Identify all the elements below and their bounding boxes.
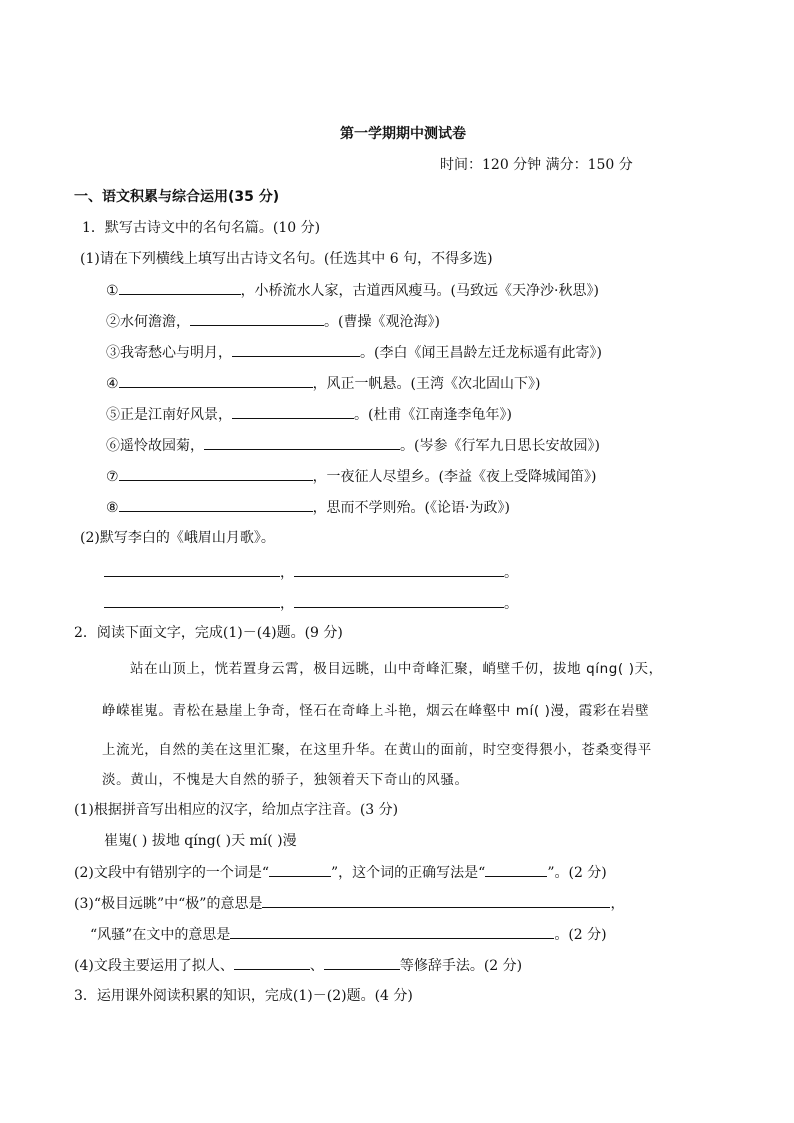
- passage-line-2: 峥嵘崔嵬。青松在悬崖上争奇，怪石在奇峰上斗艳，烟云在峰壑中 mí( )漫，霞彩在岩壁: [102, 703, 650, 719]
- item-prefix: ⑥遥怜故园菊，: [106, 438, 204, 454]
- sub3-suffix: ，: [610, 896, 625, 912]
- sub4-middle: 、: [309, 958, 324, 974]
- passage-line-3: 上流光，自然的美在这里汇聚，在这里升华。在黄山的面前，时空变得猥小，苍桑变得平: [102, 742, 652, 758]
- sub2-suffix: ”。(2 分): [547, 865, 607, 881]
- q2-stem: 2．阅读下面文字，完成(1)－(4)题。(9 分): [74, 625, 343, 641]
- q3-stem: 3．运用课外阅读积累的知识，完成(1)－(2)题。(4 分): [74, 988, 413, 1004]
- item-prefix: ⑤正是江南好风景，: [106, 407, 232, 423]
- page-title: 第一学期期中测试卷: [340, 126, 466, 142]
- comma: ，: [280, 596, 294, 612]
- q1-part2-stem: (2)默写李白的《峨眉山月歌》。: [80, 530, 275, 546]
- answer-blank[interactable]: [324, 955, 400, 970]
- item-suffix: ，小桥流水人家，古道西风瘦马。(马致远《天净沙·秋思》): [240, 283, 599, 299]
- answer-blank[interactable]: [119, 497, 313, 512]
- answer-blank[interactable]: [190, 311, 324, 326]
- q2-sub3: [74, 893, 624, 914]
- answer-blank[interactable]: [294, 593, 504, 608]
- item-suffix: ，思而不学则殆。(《论语·为政》): [312, 500, 510, 516]
- time-info: 时间：120 分钟 满分：150 分: [440, 157, 633, 173]
- poem-item-7: [106, 466, 597, 487]
- item-suffix: 。(李白《闻王昌龄左迁龙标遥有此寄》): [360, 345, 602, 361]
- poem-item-1: [106, 280, 599, 301]
- item-suffix: ，一夜征人尽望乡。(李益《夜上受降城闻笛》): [312, 469, 597, 485]
- item-suffix: ，风正一帆悬。(王湾《次北固山下》): [312, 376, 541, 392]
- poem-item-4: [106, 373, 541, 394]
- answer-blank[interactable]: [232, 404, 354, 419]
- poem-item-2: [106, 311, 440, 332]
- item-suffix: 。(曹操《观沧海》): [324, 314, 440, 330]
- answer-blank[interactable]: [119, 466, 313, 481]
- answer-blank[interactable]: [104, 593, 280, 608]
- answer-blank[interactable]: [204, 435, 400, 450]
- sub3-prefix: (3)“极目远眺”中“极”的意思是: [74, 896, 263, 912]
- poem-item-5: [106, 404, 512, 425]
- answer-blank[interactable]: [119, 280, 241, 295]
- item-prefix: ⑧: [106, 500, 119, 516]
- sub4-suffix: 等修辞手法。(2 分): [399, 958, 523, 974]
- sub2-middle: ”，这个词的正确写法是“: [331, 865, 486, 881]
- item-prefix: ④: [106, 376, 119, 392]
- sub4-prefix: (4)文段主要运用了拟人、: [74, 958, 234, 974]
- answer-blank[interactable]: [485, 862, 547, 877]
- sub3b-suffix: 。(2 分): [554, 927, 607, 943]
- answer-blank[interactable]: [294, 562, 504, 577]
- poem-item-3: [106, 342, 602, 363]
- passage-line-4: 淡。黄山，不愧是大自然的骄子，独领着天下奇山的风骚。: [102, 772, 469, 788]
- item-suffix: 。(杜甫《江南逢李龟年》): [354, 407, 512, 423]
- section-heading: 一、语文积累与综合运用(35 分): [74, 189, 280, 205]
- q2-sub4: [74, 955, 522, 976]
- sub2-prefix: (2)文段中有错别字的一个词是“: [74, 865, 269, 881]
- q2-sub1-items: 崔嵬( ) 拔地 qíng( )天 mí( )漫: [104, 833, 297, 849]
- poem-item-8: [106, 497, 510, 518]
- answer-blank[interactable]: [104, 562, 280, 577]
- q1-part1-stem: (1)请在下列横线上填写出古诗文名句。(任选其中 6 句，不得多选): [80, 251, 493, 267]
- item-prefix: ⑦: [106, 469, 119, 485]
- passage-line-1: 站在山顶上，恍若置身云霄，极目远眺，山中奇峰汇聚，峭壁千仞，拔地 qíng( )天，: [130, 661, 663, 677]
- sub3b-prefix: “风骚”在文中的意思是: [90, 927, 231, 943]
- answer-blank[interactable]: [234, 955, 310, 970]
- period: 。: [504, 596, 518, 612]
- answer-blank[interactable]: [262, 893, 610, 908]
- comma: ，: [280, 565, 294, 581]
- q1-stem: 1．默写古诗文中的名句名篇。(10 分): [82, 220, 321, 236]
- q2-sub2: [74, 862, 607, 883]
- q2-sub1-stem: (1)根据拼音写出相应的汉字，给加点字注音。(3 分): [74, 802, 399, 818]
- poem-item-6: [106, 435, 600, 456]
- poem-blank-row-2: [104, 593, 518, 614]
- answer-blank[interactable]: [230, 924, 554, 939]
- period: 。: [504, 565, 518, 581]
- item-prefix: ③我寄愁心与明月，: [106, 345, 232, 361]
- q2-sub3b: [90, 924, 607, 945]
- answer-blank[interactable]: [269, 862, 331, 877]
- answer-blank[interactable]: [232, 342, 360, 357]
- answer-blank[interactable]: [119, 373, 313, 388]
- item-suffix: 。(岑参《行军九日思长安故园》): [400, 438, 600, 454]
- poem-blank-row-1: [104, 562, 518, 583]
- item-prefix: ①: [106, 283, 119, 299]
- item-prefix: ②水何澹澹，: [106, 314, 190, 330]
